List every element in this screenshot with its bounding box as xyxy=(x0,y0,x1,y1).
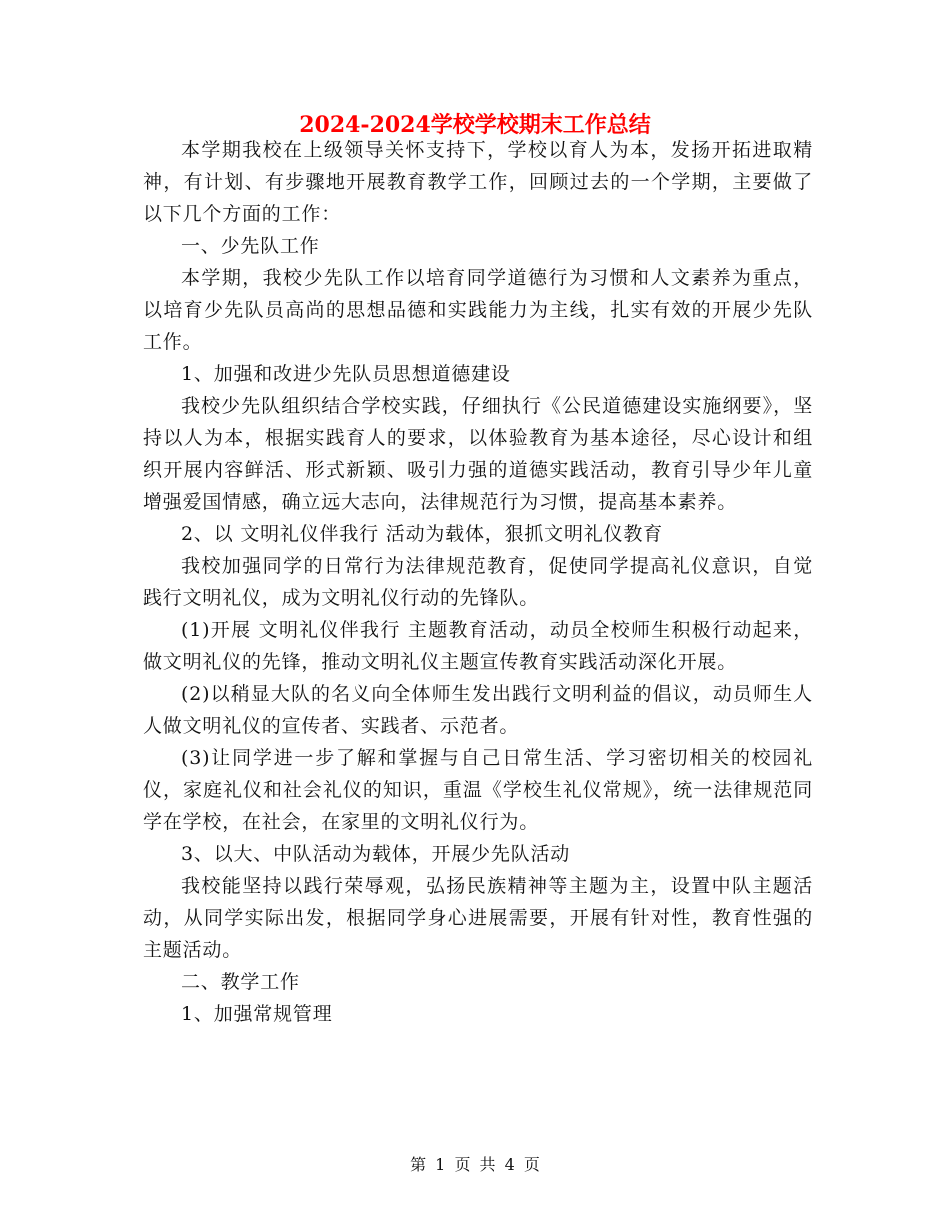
paragraph-intro: 本学期我校在上级领导关怀支持下，学校以育人为本，发扬开拓进取精神，有计划、有步骤地开展教育教学工作，回顾过去的一个学期，主要做了以下几个方面的工作： xyxy=(143,139,813,225)
subheading-etiquette: 2、以 文明礼仪伴我行 活动为载体，狠抓文明礼仪教育 xyxy=(181,523,663,545)
document-title: 2024-2024学校学校期末工作总结 xyxy=(299,112,651,138)
section-heading-teaching: 二、教学工作 xyxy=(181,971,300,993)
subheading-moral-building: 1、加强和改进少先队员思想道德建设 xyxy=(181,363,511,385)
paragraph-pioneers-overview: 本学期，我校少先队工作以培育同学道德行为习惯和人文素养为重点，以培育少先队员高尚的思想品德和实践能力为主线，扎实有效的开展少先队工作。 xyxy=(143,267,813,353)
paragraph-moral-building: 我校少先队组织结合学校实践，仔细执行《公民道德建设实施纲要》，坚持以人为本，根据实践育人的要求，以体验教育为基本途径，尽心设计和组织开展内容鲜活、形式新颖、吸引力强的道德实践活动，教育引导少年儿童增强爱国情感，确立远大志向，法律规范行为习惯，提高基本素养。 xyxy=(143,395,813,513)
document-body xyxy=(143,134,813,1030)
paragraph-squad-activities: 我校能坚持以践行荣辱观，弘扬民族精神等主题为主，设置中队主题活动，从同学实际出发，根据同学身心进展需要，开展有针对性，教育性强的主题活动。 xyxy=(143,875,813,961)
list-item-etiquette-3: (3)让同学进一步了解和掌握与自己日常生活、学习密切相关的校园礼仪，家庭礼仪和社会礼仪的知识，重温《学校生礼仪常规》，统一法律规范同学在学校，在社会，在家里的文明礼仪行为。 xyxy=(143,747,813,833)
paragraph-etiquette: 我校加强同学的日常行为法律规范教育，促使同学提高礼仪意识，自觉践行文明礼仪，成为文明礼仪行动的先锋队。 xyxy=(143,555,813,609)
page-footer: 第 1 页 共 4 页 xyxy=(410,1155,540,1174)
subheading-squad-activities: 3、以大、中队活动为载体，开展少先队活动 xyxy=(181,843,571,865)
subheading-routine-management: 1、加强常规管理 xyxy=(181,1003,333,1025)
list-item-etiquette-2: (2)以稍显大队的名义向全体师生发出践行文明利益的倡议，动员师生人人做文明礼仪的宣传者、实践者、示范者。 xyxy=(143,683,813,737)
section-heading-pioneers: 一、少先队工作 xyxy=(181,235,320,257)
list-item-etiquette-1: (1)开展 文明礼仪伴我行 主题教育活动，动员全校师生积极行动起来，做文明礼仪的先锋，推动文明礼仪主题宣传教育实践活动深化开展。 xyxy=(143,619,813,673)
